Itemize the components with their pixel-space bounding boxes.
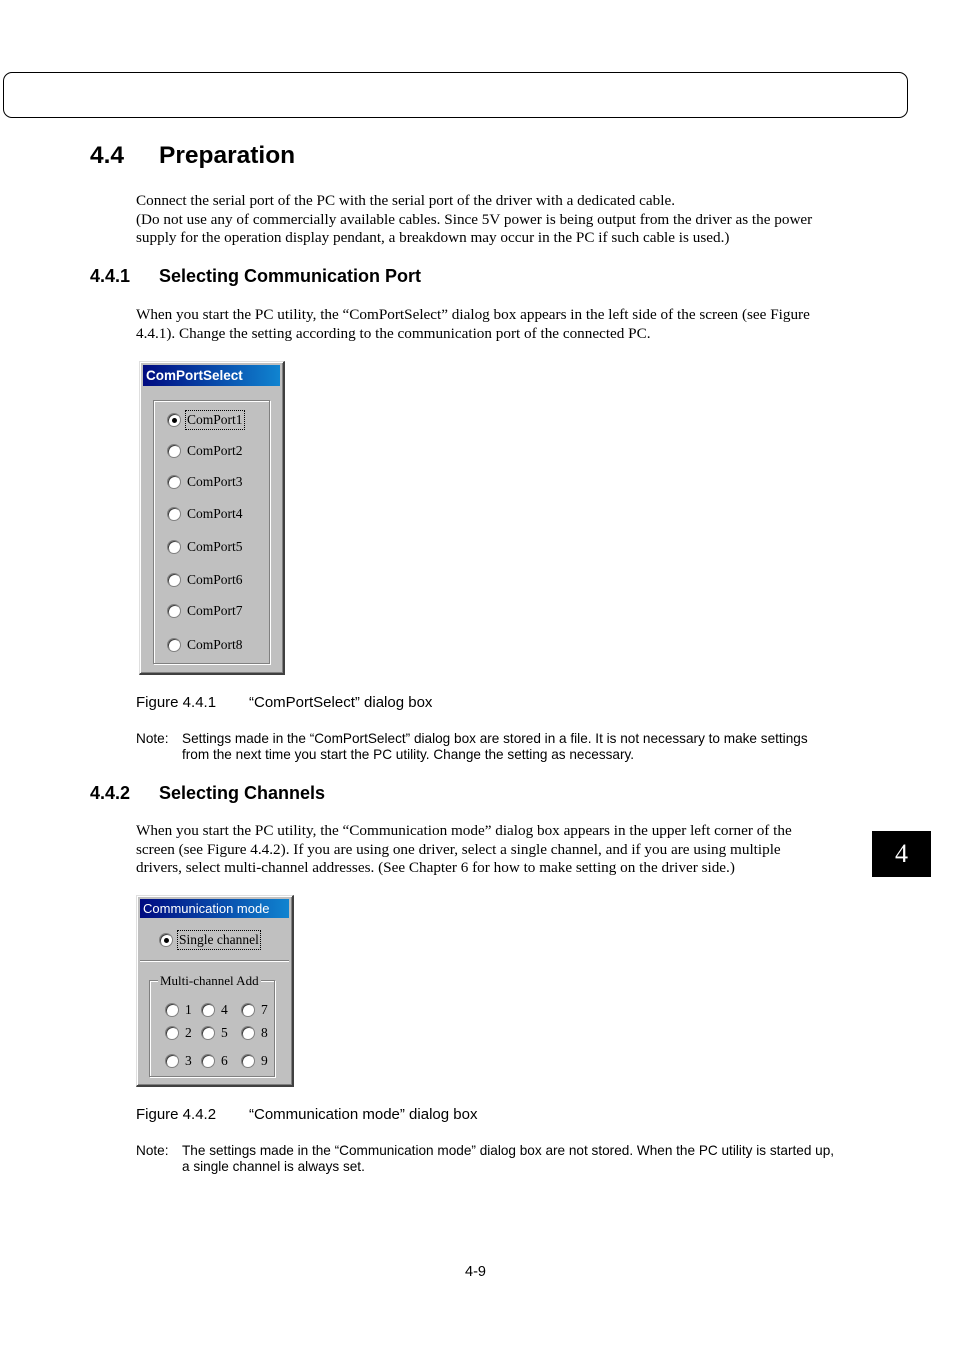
- radio-icon: [165, 1003, 179, 1017]
- option-label: 7: [261, 1002, 268, 1017]
- groupbox-legend: Multi-channel Add: [160, 973, 259, 988]
- comport-option-3[interactable]: [167, 474, 243, 490]
- option-label: ComPort2: [187, 443, 243, 458]
- comport-option-7[interactable]: [167, 603, 243, 619]
- subsection-title: Selecting Communication Port: [159, 266, 422, 286]
- option-label: 8: [261, 1025, 268, 1040]
- note-line: The settings made in the “Communication mode” dialog box are not stored. When the PC utility is started up,: [182, 1143, 835, 1158]
- comport-option-2[interactable]: [167, 443, 243, 459]
- dialog-titlebar: Communication mode: [140, 899, 289, 918]
- radio-icon: [241, 1054, 255, 1068]
- option-label: 1: [185, 1002, 192, 1017]
- radio-icon: [167, 573, 181, 587]
- single-channel-option[interactable]: [159, 932, 259, 948]
- option-label: 3: [185, 1053, 192, 1068]
- figure-number: Figure 4.4.2: [136, 1106, 217, 1123]
- subsection-heading-comport: [90, 266, 421, 287]
- radio-icon: [167, 475, 181, 489]
- intro-paragraph: [136, 192, 866, 248]
- option-label: ComPort8: [187, 637, 243, 652]
- figure-caption-comport: [136, 694, 432, 711]
- dialog-titlebar: ComPortSelect: [143, 365, 280, 386]
- channel-option-1[interactable]: [165, 1002, 192, 1018]
- radio-icon: [165, 1054, 179, 1068]
- comport-option-5[interactable]: [167, 539, 243, 555]
- subsection-heading-channels: [90, 783, 325, 804]
- option-label: ComPort6: [187, 572, 243, 587]
- note-label: Note:: [136, 731, 169, 746]
- dialog-separator: [140, 960, 289, 962]
- comport-option-6[interactable]: [167, 572, 243, 588]
- option-label: 9: [261, 1053, 268, 1068]
- note-line: a single channel is always set.: [182, 1159, 365, 1174]
- channel-option-3[interactable]: [165, 1053, 192, 1069]
- intro-line: supply for the operation display pendant, a breakdown may occur in the PC if such cable is used.): [136, 229, 730, 247]
- channel-option-4[interactable]: [201, 1002, 228, 1018]
- comportselect-dialog: [139, 361, 285, 675]
- figure-title: “ComPortSelect” dialog box: [249, 694, 433, 711]
- option-label: ComPort1: [187, 412, 243, 427]
- channel-option-2[interactable]: [165, 1025, 192, 1041]
- option-label: ComPort3: [187, 474, 243, 489]
- note-line: from the next time you start the PC utility. Change the setting as necessary.: [182, 747, 635, 762]
- radio-icon: [167, 444, 181, 458]
- body-line: 4.4.1). Change the setting according to the communication port of the connected PC.: [136, 324, 651, 342]
- channel-option-6[interactable]: [201, 1053, 228, 1069]
- radio-icon: [167, 507, 181, 521]
- chapter-tab: 4: [872, 831, 931, 877]
- subsection-number: 4.4.2: [90, 783, 131, 803]
- radio-icon: [165, 1026, 179, 1040]
- option-label: 6: [221, 1053, 228, 1068]
- subsection-title: Selecting Channels: [159, 783, 326, 803]
- body-line: screen (see Figure 4.4.2). If you are using one driver, select a single channel, and if you are using multiple: [136, 840, 781, 858]
- page-number: 4-9: [465, 1264, 486, 1280]
- note-label: Note:: [136, 1143, 169, 1158]
- intro-line: (Do not use any of commercially available cables. Since 5V power is being output from the driver as the power: [136, 210, 813, 228]
- option-label: ComPort5: [187, 539, 243, 554]
- comport-paragraph: [136, 306, 866, 343]
- option-label: 4: [221, 1002, 228, 1017]
- channels-paragraph: [136, 822, 866, 878]
- comport-option-1[interactable]: [167, 412, 243, 428]
- intro-line: Connect the serial port of the PC with the serial port of the driver with a dedicated cable.: [136, 192, 675, 209]
- radio-icon: [201, 1054, 215, 1068]
- comport-option-8[interactable]: [167, 637, 243, 653]
- channel-option-9[interactable]: [241, 1053, 268, 1069]
- comport-option-4[interactable]: [167, 506, 243, 522]
- note-line: Settings made in the “ComPortSelect” dialog box are stored in a file. It is not necessary to make settings: [182, 731, 808, 746]
- subsection-number: 4.4.1: [90, 266, 131, 286]
- body-line: drivers, select multi-channel addresses. (See Chapter 6 for how to make setting on the driver side.): [136, 859, 735, 877]
- figure-caption-communication-mode: [136, 1106, 477, 1123]
- option-label: 5: [221, 1025, 228, 1040]
- option-label: ComPort7: [187, 603, 243, 618]
- radio-selected-icon: [167, 413, 181, 427]
- communication-mode-dialog: [136, 895, 294, 1087]
- page-header-frame: [3, 72, 908, 118]
- body-line: When you start the PC utility, the “ComPortSelect” dialog box appears in the left side of the screen (see Figure: [136, 306, 810, 323]
- radio-icon: [241, 1003, 255, 1017]
- channel-option-7[interactable]: [241, 1002, 268, 1018]
- radio-icon: [201, 1003, 215, 1017]
- option-label: ComPort4: [187, 506, 243, 521]
- body-line: When you start the PC utility, the “Communication mode” dialog box appears in the upper left corner of the: [136, 822, 792, 839]
- channel-option-5[interactable]: [201, 1025, 228, 1041]
- section-number: 4.4: [90, 142, 125, 169]
- radio-icon: [201, 1026, 215, 1040]
- radio-icon: [167, 604, 181, 618]
- figure-number: Figure 4.4.1: [136, 694, 217, 711]
- option-label: Single channel: [179, 932, 259, 947]
- section-title: Preparation: [159, 142, 296, 169]
- radio-icon: [241, 1026, 255, 1040]
- channel-option-8[interactable]: [241, 1025, 268, 1041]
- option-label: 2: [185, 1025, 192, 1040]
- comport-groupbox: [153, 400, 270, 664]
- figure-title: “Communication mode” dialog box: [249, 1106, 478, 1123]
- radio-icon: [167, 638, 181, 652]
- radio-selected-icon: [159, 933, 173, 947]
- section-heading: [90, 142, 295, 170]
- radio-icon: [167, 540, 181, 554]
